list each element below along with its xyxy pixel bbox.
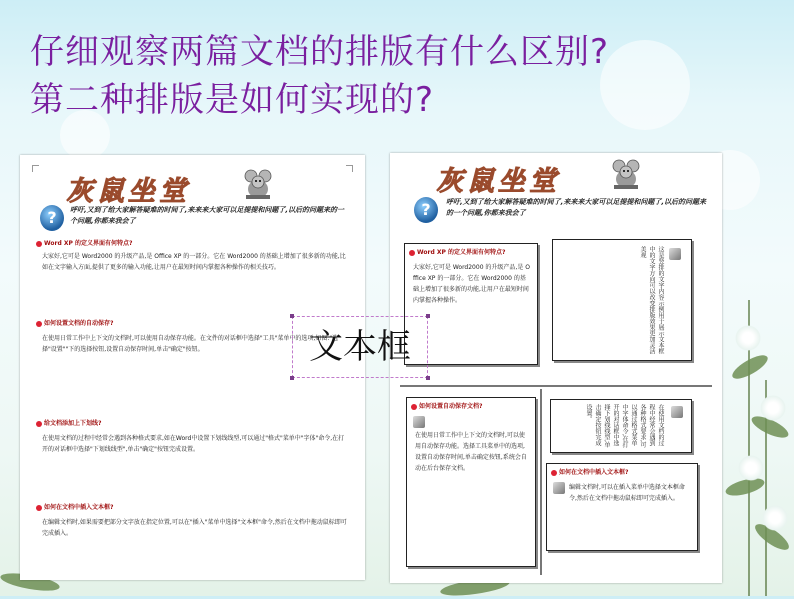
- intro-text: 呼吁,又到了给大家解答疑难的时间了,来来来大家可以足提提和问题了,以后的问题来的一个问题,你都来我会了: [446, 198, 706, 217]
- vertical-text-box[interactable]: [550, 399, 692, 453]
- computer-icon: [669, 248, 681, 260]
- bullet-dot-icon: [36, 321, 42, 327]
- question-icon: ?: [414, 197, 438, 223]
- intro-text: 呼吁,又到了给大家解答疑难的时间了,来来来大家可以足提提和问题了,以后的问题来的一个问题,你都来我会了: [70, 206, 344, 225]
- section-body: 在编辑文档时,如果需要把部分文字放在指定位置,可以在"插入"菜单中选择"文本框"命令,然后在文档中拖动鼠标即可完成插入。: [42, 519, 347, 537]
- text-box[interactable]: [406, 397, 536, 567]
- section-body: 大家好,它可是 Word2000 的升级产品,是 Office XP 的一部分。它在 Word2000 的基础上增加了很多新的功能,比如在文字输入方面,提供了更多的输入功能,让用户在最短时间内掌握各种操作的相关技巧。: [42, 253, 346, 271]
- title-line-2: 第二种排版是如何实现的?: [30, 80, 435, 120]
- title-line-1: 仔细观察两篇文档的排版有什么区别?: [30, 32, 610, 72]
- flower-decoration: [762, 505, 788, 531]
- bullet-dot-icon: [36, 421, 42, 427]
- section-heading: 给文档添加上下划线?: [36, 419, 101, 428]
- masthead-title: 灰鼠坐堂: [66, 176, 190, 207]
- vertical-text: 在使用文档的过程中经常会遇到各种格式要求,可以通过格式菜单中字体命令,在打开的对话框中选择下划线线型,单击确定按钮完成设置。: [585, 404, 664, 448]
- text-box-heading: 如何设置自动保存文档?: [411, 402, 482, 411]
- text-box-body: 大家好,它可是 Word2000 的升级产品,是 Office XP 的一部分。它在 Word2000 的基础上增加了很多新的功能,让用户在最短时间内掌握各种操作。: [413, 264, 530, 304]
- page-corner-mark: [32, 165, 39, 172]
- computer-icon: [671, 406, 683, 418]
- divider-line: [540, 389, 542, 575]
- bullet-dot-icon: [409, 250, 415, 256]
- text-box-body: 编辑文档时,可以在插入菜单中选择文本框命令,然后在文档中拖动鼠标即可完成插入。: [569, 484, 685, 502]
- resize-handle[interactable]: [426, 314, 430, 318]
- divider-line: [400, 385, 712, 387]
- resize-handle[interactable]: [426, 376, 430, 380]
- slide-title: [30, 28, 770, 124]
- callout-label: 文本框: [309, 327, 411, 367]
- bullet-dot-icon: [36, 505, 42, 511]
- text-box-heading: 如何在文档中插入文本框?: [551, 468, 628, 477]
- computer-icon: [413, 416, 425, 428]
- question-icon: ?: [40, 205, 64, 231]
- masthead-title: 灰鼠坐堂: [436, 166, 560, 197]
- vertical-text: 这是竖排的文字内容示例用于展示文本框中的文字方向可以改变排版效果更加灵活美观: [639, 246, 664, 354]
- flower-decoration: [738, 455, 764, 481]
- text-box-body: 在使用日常工作中上下文的文档时,可以使用自动保存功能。选择工具菜单中的选项,设置自动保存时间,单击确定按钮,系统会自动在后台保存文档。: [415, 432, 527, 472]
- document-textbox-layout: [390, 153, 722, 583]
- mouse-mascot-icon: [240, 167, 276, 201]
- resize-handle[interactable]: [290, 376, 294, 380]
- section-heading: 如何在文档中插入文本框?: [36, 503, 113, 512]
- flower-decoration: [760, 395, 786, 421]
- text-box[interactable]: [546, 463, 698, 551]
- bullet-dot-icon: [551, 470, 557, 476]
- resize-handle[interactable]: [290, 314, 294, 318]
- leaf-decoration: [729, 351, 771, 383]
- vertical-text-box[interactable]: [552, 239, 692, 361]
- section-heading: 如何设置文档的自动保存?: [36, 319, 113, 328]
- bullet-dot-icon: [36, 241, 42, 247]
- flower-decoration: [735, 325, 761, 351]
- textbox-callout[interactable]: [292, 316, 428, 378]
- section-body: 在使用日常工作中上下文的文档时,可以使用自动保存功能。在文件的对话框中选择"工具"菜单中的选项,如图:"选择"设置""下的选择按钮,设置自动保存时间,单击"确定"按钮。: [42, 335, 339, 353]
- section-body: 在使用文档的过程中经常会遇到各种格式要求,如在Word中设置下划线线型,可以通过"格式"菜单中"字体"命令,在打开的对话框中选择"下划线线型",单击"确定"按钮完成设置。: [42, 435, 345, 453]
- section-heading: Word XP 的定义界面有何特点?: [36, 239, 132, 248]
- mouse-mascot-icon: [608, 157, 644, 191]
- computer-icon: [553, 482, 565, 494]
- page-corner-mark: [346, 165, 353, 172]
- text-box-heading: Word XP 的定义界面有何特点?: [409, 248, 505, 257]
- bullet-dot-icon: [411, 404, 417, 410]
